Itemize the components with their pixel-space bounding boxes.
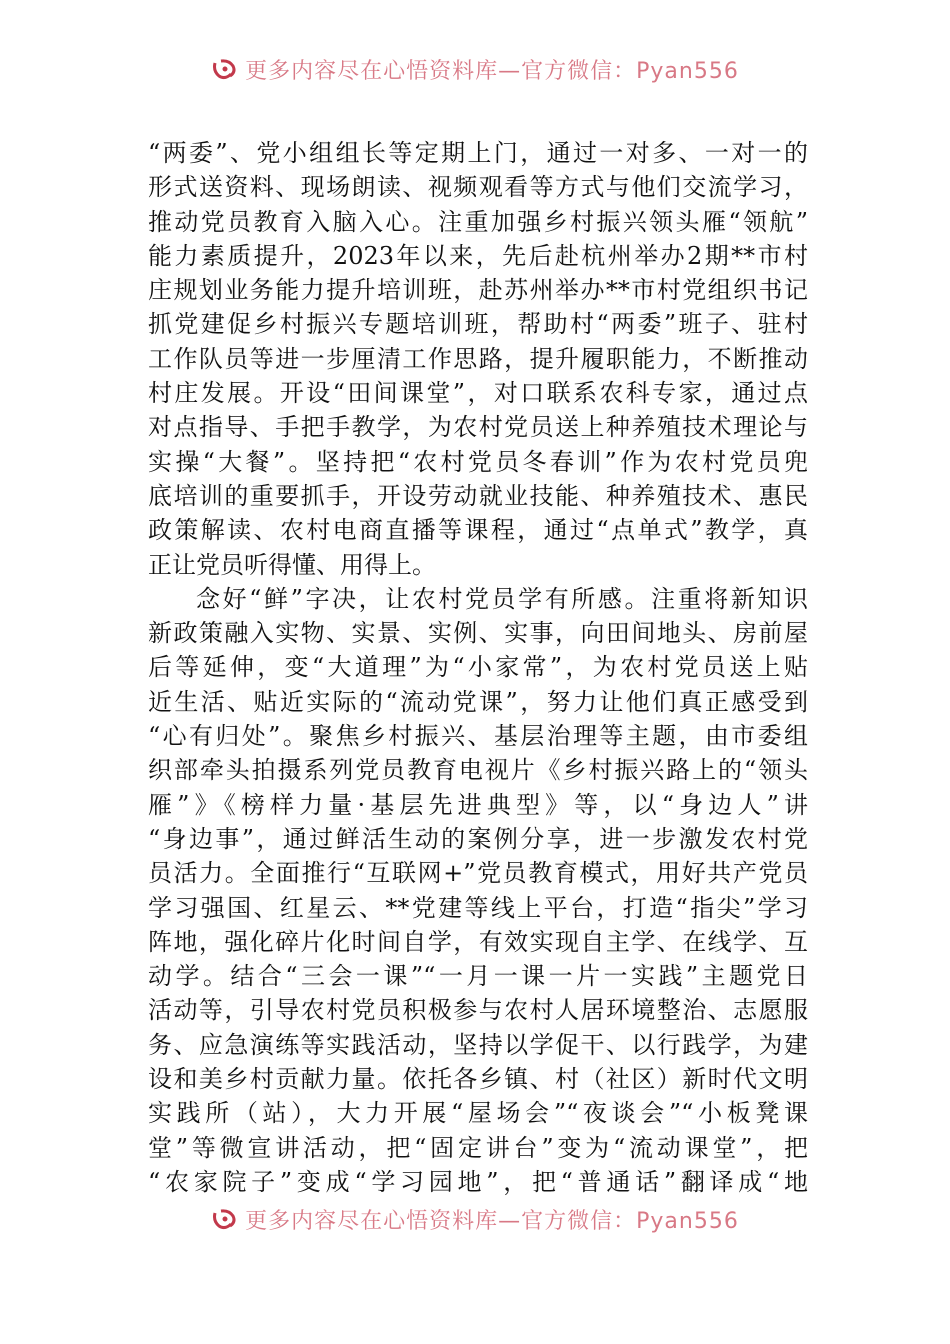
- paragraph-start-line: 念好“鲜”字决，让农村党员学有所感。注重将新知识: [196, 584, 808, 613]
- body-line: “心有归处”。聚焦乡村振兴、基层治理等主题，由市委组: [148, 722, 808, 751]
- body-line: 底培训的重要抓手，开设劳动就业技能、种养殖技术、惠民: [148, 481, 808, 510]
- body-line: 实践所（站），大力开展“屋场会”“夜谈会”“小板凳课: [148, 1099, 808, 1128]
- watermark-logo-icon: [211, 1207, 241, 1231]
- body-line: 雁”》《榜样力量·基层先进典型》等，以“身边人”讲: [148, 790, 808, 819]
- paragraph-end-line: 正让党员听得懂、用得上。: [148, 550, 436, 579]
- body-line: 学习强国、红星云、**党建等线上平台，打造“指尖”学习: [148, 893, 808, 922]
- body-line: 新政策融入实物、实景、实例、实事，向田间地头、房前屋: [148, 619, 808, 648]
- body-line: 对点指导、手把手教学，为农村党员送上种养殖技术理论与: [148, 413, 808, 442]
- body-line: “农家院子”变成“学习园地”，把“普通话”翻译成“地: [148, 1167, 808, 1196]
- body-line: 实操“大餐”。坚持把“农村党员冬春训”作为农村党员兜: [148, 447, 808, 476]
- body-line: 织部牵头拍摄系列党员教育电视片《乡村振兴路上的“领头: [148, 756, 808, 785]
- watermark-logo-icon: [211, 57, 241, 81]
- header-watermark: [0, 52, 950, 86]
- footer-watermark: [0, 1202, 950, 1236]
- body-line: 工作队员等进一步厘清工作思路，提升履职能力，不断推动: [148, 344, 808, 373]
- body-line: 动学。结合“三会一课”“一月一课一片一实践”主题党日: [148, 962, 808, 991]
- watermark-text: 更多内容尽在心悟资料库—官方微信：Pyan556: [245, 58, 739, 84]
- body-line: 庄规划业务能力提升培训班，赴苏州举办**市村党组织书记: [148, 276, 808, 305]
- body-line: 形式送资料、现场朗读、视频观看等方式与他们交流学习，: [148, 173, 808, 202]
- body-line: 推动党员教育入脑入心。注重加强乡村振兴领头雁“领航”: [148, 207, 808, 236]
- body-line: 员活力。全面推行“互联网+”党员教育模式，用好共产党员: [148, 859, 808, 888]
- body-line: 务、应急演练等实践活动，坚持以学促干、以行践学，为建: [148, 1030, 808, 1059]
- body-line: 后等延伸，变“大道理”为“小家常”，为农村党员送上贴: [148, 653, 808, 682]
- body-line: 活动等，引导农村党员积极参与农村人居环境整治、志愿服: [148, 996, 808, 1025]
- body-line: 近生活、贴近实际的“流动党课”，努力让他们真正感受到: [148, 687, 808, 716]
- body-line: 能力素质提升，2023年以来，先后赴杭州举办2期**市村: [148, 241, 808, 270]
- document-body: [148, 136, 808, 1199]
- watermark-text: 更多内容尽在心悟资料库—官方微信：Pyan556: [245, 1208, 739, 1234]
- body-line: 村庄发展。开设“田间课堂”，对口联系农科专家，通过点: [148, 379, 808, 408]
- body-line: 阵地，强化碎片化时间自学，有效实现自主学、在线学、互: [148, 927, 808, 956]
- body-line: 设和美乡村贡献力量。依托各乡镇、村（社区）新时代文明: [148, 1065, 808, 1094]
- body-line: “两委”、党小组组长等定期上门，通过一对多、一对一的: [148, 139, 808, 167]
- body-line: 抓党建促乡村振兴专题培训班，帮助村“两委”班子、驻村: [148, 310, 808, 339]
- body-line: “身边事”，通过鲜活生动的案例分享，进一步激发农村党: [148, 824, 808, 853]
- body-line: 堂”等微宣讲活动，把“固定讲台”变为“流动课堂”，把: [148, 1133, 808, 1162]
- body-line: 政策解读、农村电商直播等课程，通过“点单式”教学，真: [148, 516, 808, 545]
